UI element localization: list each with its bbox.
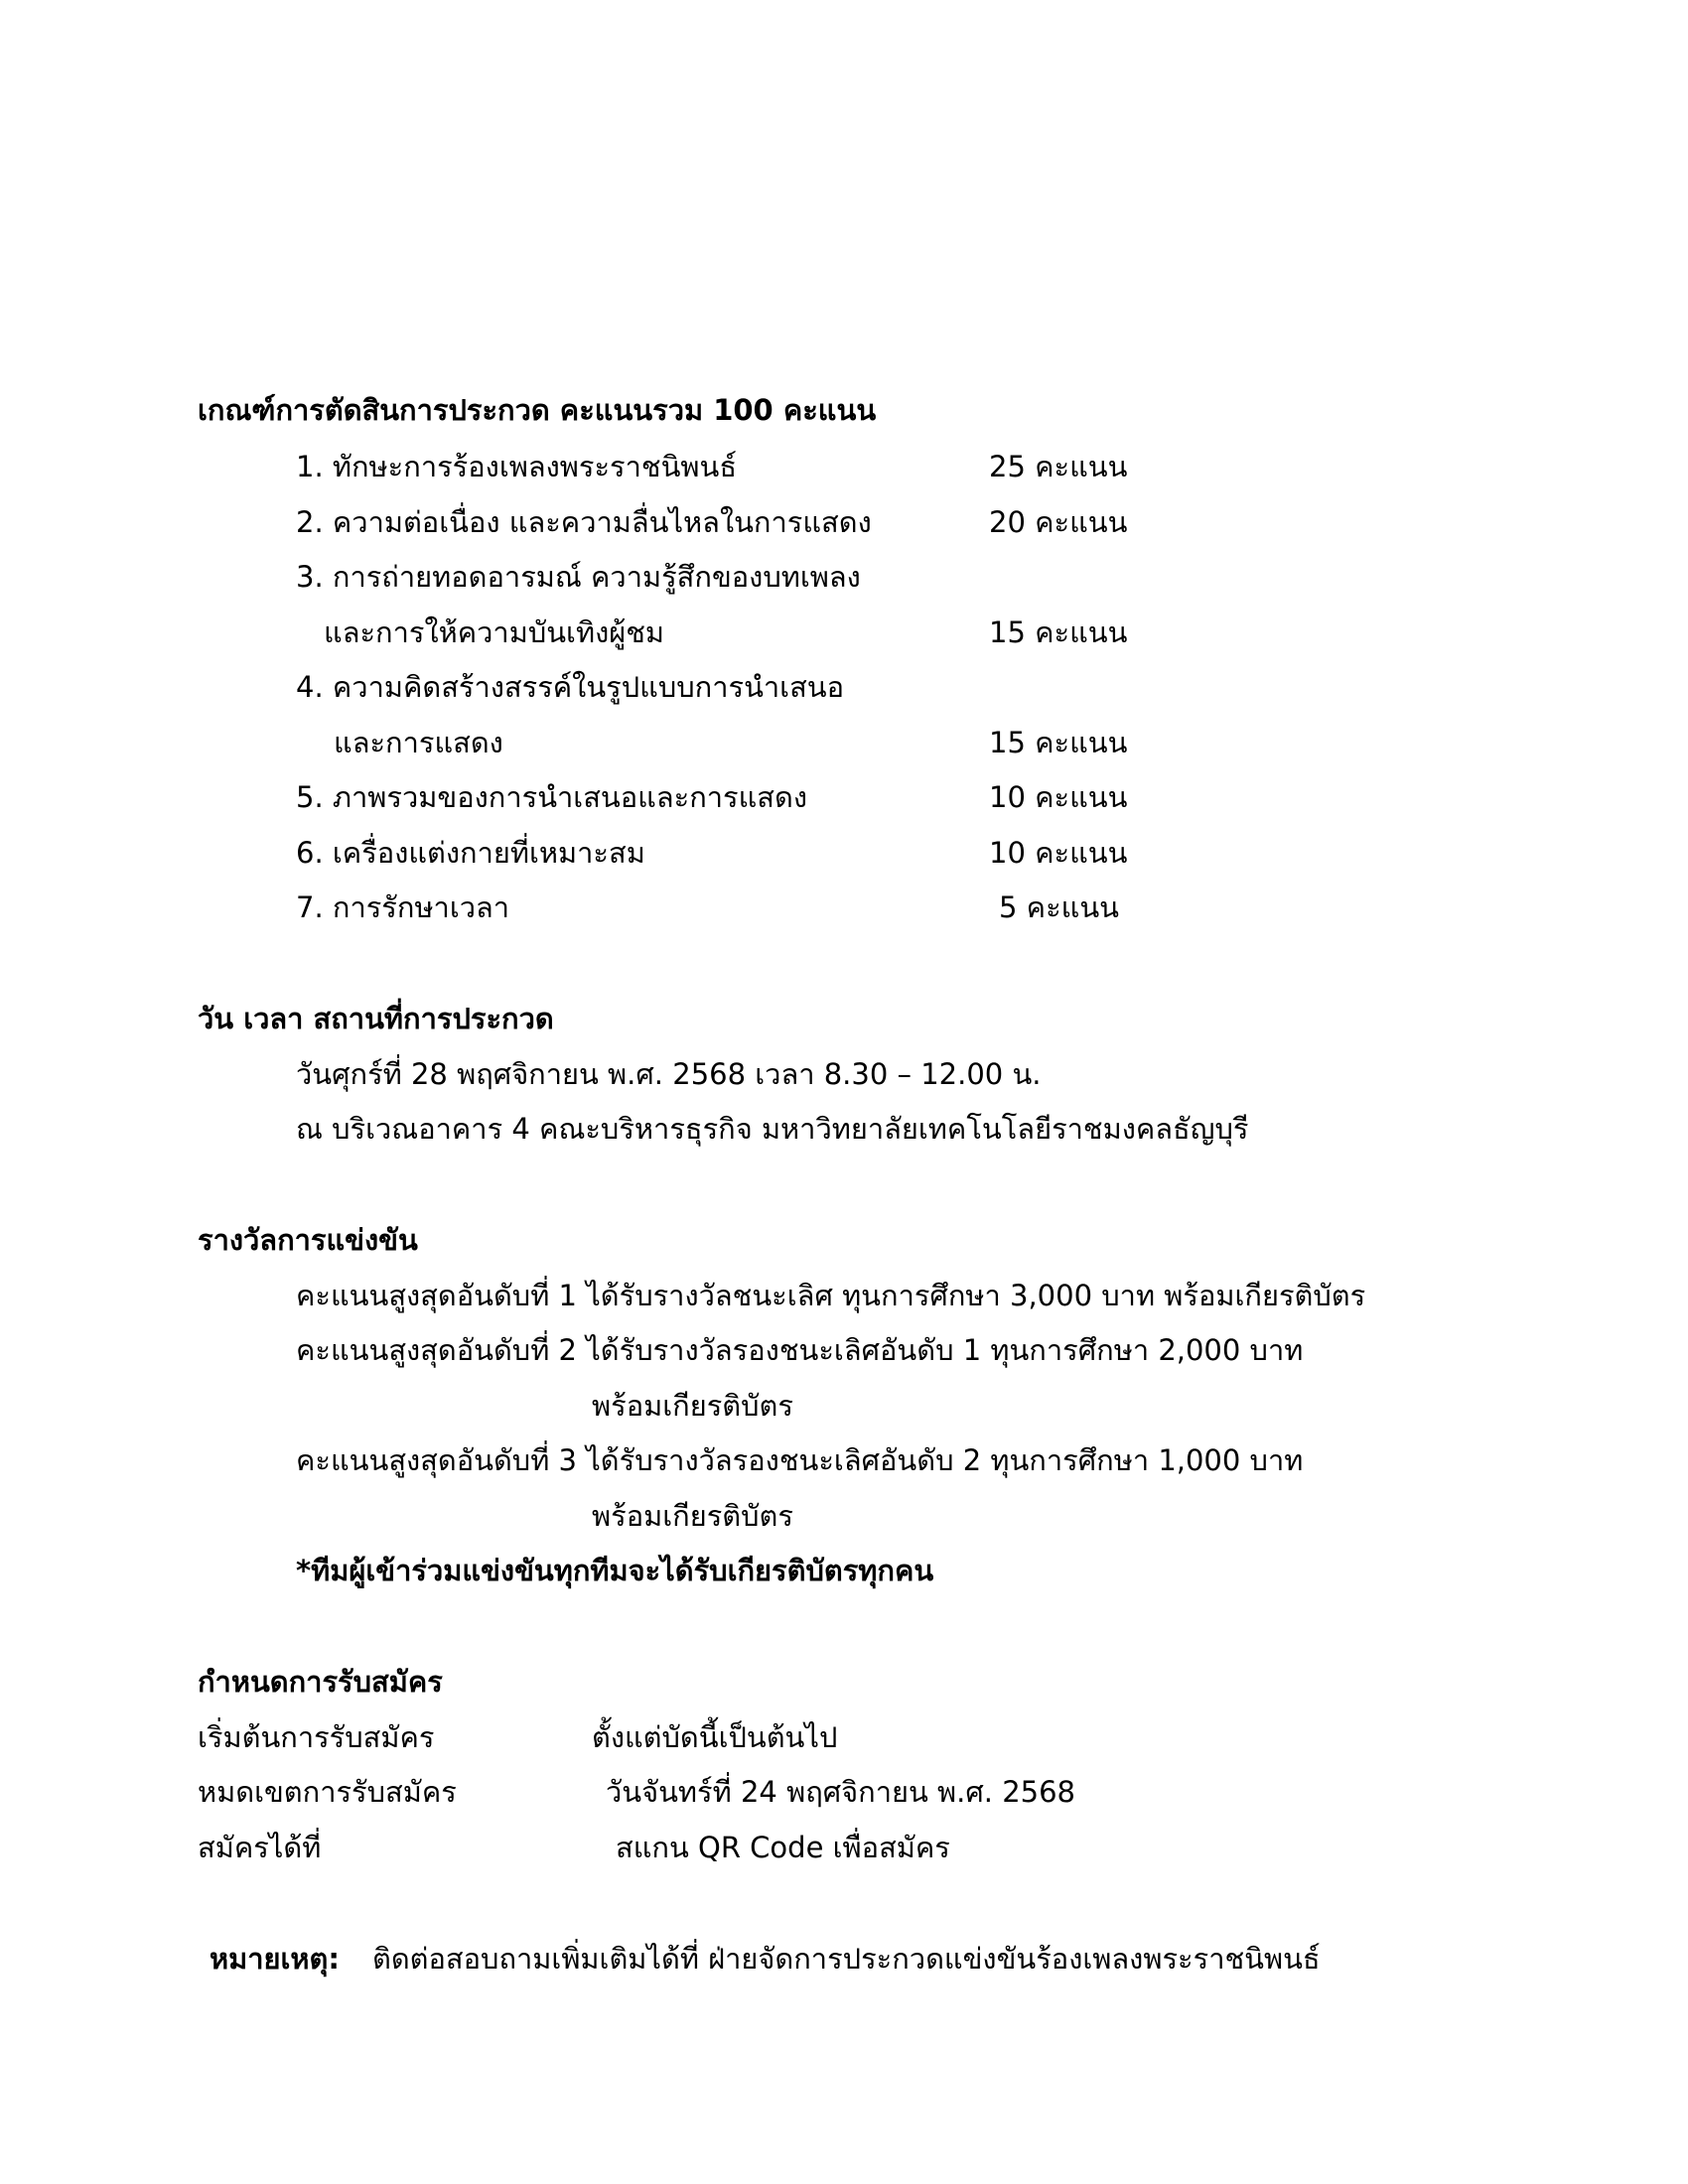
awards-heading: รางวัลการแข่งขัน xyxy=(198,1223,418,1257)
remark-text: ติดต่อสอบถามเพิ่มเติมได้ที่ ฝ่ายจัดการประกวดแข่งขันร้องเพลงพระราชนิพนธ์ xyxy=(372,1942,1321,1976)
schedule-heading: วัน เวลา สถานที่การประกวด xyxy=(198,1002,554,1035)
schedule-venue: ณ บริเวณอาคาร 4 คณะบริหารธุรกิจ มหาวิทยาลัยเทคโนโลยีราชมงคลธัญบุรี xyxy=(296,1112,1249,1146)
registration-where-value: สแกน QR Code เพื่อสมัคร xyxy=(616,1831,950,1864)
criteria-item-2-label: 2. ความต่อเนื่อง และความลื่นไหลในการแสดง xyxy=(296,505,872,539)
criteria-item-5-score: 10 คะแนน xyxy=(989,780,1128,814)
criteria-item-1-score: 25 คะแนน xyxy=(989,450,1128,483)
criteria-item-7-label: 7. การรักษาเวลา xyxy=(296,890,510,924)
criteria-item-3-label-cont: และการให้ความบันเทิงผู้ชม xyxy=(324,615,665,649)
schedule-date-time: วันศุกร์ที่ 28 พฤศจิกายน พ.ศ. 2568 เวลา 8.30 – 12.00 น. xyxy=(296,1057,1042,1091)
criteria-item-3-label: 3. การถ่ายทอดอารมณ์ ความรู้สึกของบทเพลง xyxy=(296,560,861,594)
registration-start-label: เริ่มต้นการรับสมัคร xyxy=(198,1720,435,1754)
award-second: คะแนนสูงสุดอันดับที่ 2 ได้รับรางวัลรองชนะเลิศอันดับ 1 ทุนการศึกษา 2,000 บาท xyxy=(296,1333,1304,1367)
registration-start-value: ตั้งแต่บัดนี้เป็นต้นไป xyxy=(592,1720,838,1754)
criteria-item-6-label: 6. เครื่องแต่งกายที่เหมาะสม xyxy=(296,836,645,870)
award-first: คะแนนสูงสุดอันดับที่ 1 ได้รับรางวัลชนะเลิศ ทุนการศึกษา 3,000 บาท พร้อมเกียรติบัตร xyxy=(296,1279,1366,1312)
criteria-item-4-score: 15 คะแนน xyxy=(989,726,1128,759)
criteria-item-4-label-cont: และการแสดง xyxy=(334,726,503,759)
criteria-item-7-score: 5 คะแนน xyxy=(999,890,1119,924)
award-third-cont: พร้อมเกียรติบัตร xyxy=(592,1499,793,1533)
award-second-cont: พร้อมเกียรติบัตร xyxy=(592,1389,793,1423)
criteria-item-4-label: 4. ความคิดสร้างสรรค์ในรูปแบบการนำเสนอ xyxy=(296,670,845,704)
criteria-item-5-label: 5. ภาพรวมของการนำเสนอและการแสดง xyxy=(296,780,808,814)
award-third: คะแนนสูงสุดอันดับที่ 3 ได้รับรางวัลรองชนะเลิศอันดับ 2 ทุนการศึกษา 1,000 บาท xyxy=(296,1443,1304,1477)
registration-deadline-label: หมดเขตการรับสมัคร xyxy=(198,1775,457,1809)
criteria-item-1-label: 1. ทักษะการร้องเพลงพระราชนิพนธ์ xyxy=(296,450,738,483)
awards-note: *ทีมผู้เข้าร่วมแข่งขันทุกทีมจะได้รับเกียรติบัตรทุกคน xyxy=(296,1554,934,1587)
remark-label: หมายเหตุ: xyxy=(210,1942,340,1976)
criteria-heading: เกณฑ์การตัดสินการประกวด คะแนนรวม 100 คะแนน xyxy=(198,393,877,427)
criteria-item-3-score: 15 คะแนน xyxy=(989,615,1128,649)
registration-deadline-value: วันจันทร์ที่ 24 พฤศจิกายน พ.ศ. 2568 xyxy=(606,1775,1076,1809)
criteria-item-6-score: 10 คะแนน xyxy=(989,836,1128,870)
registration-heading: กำหนดการรับสมัคร xyxy=(198,1665,443,1699)
registration-where-label: สมัครได้ที่ xyxy=(198,1831,322,1864)
criteria-item-2-score: 20 คะแนน xyxy=(989,505,1128,539)
